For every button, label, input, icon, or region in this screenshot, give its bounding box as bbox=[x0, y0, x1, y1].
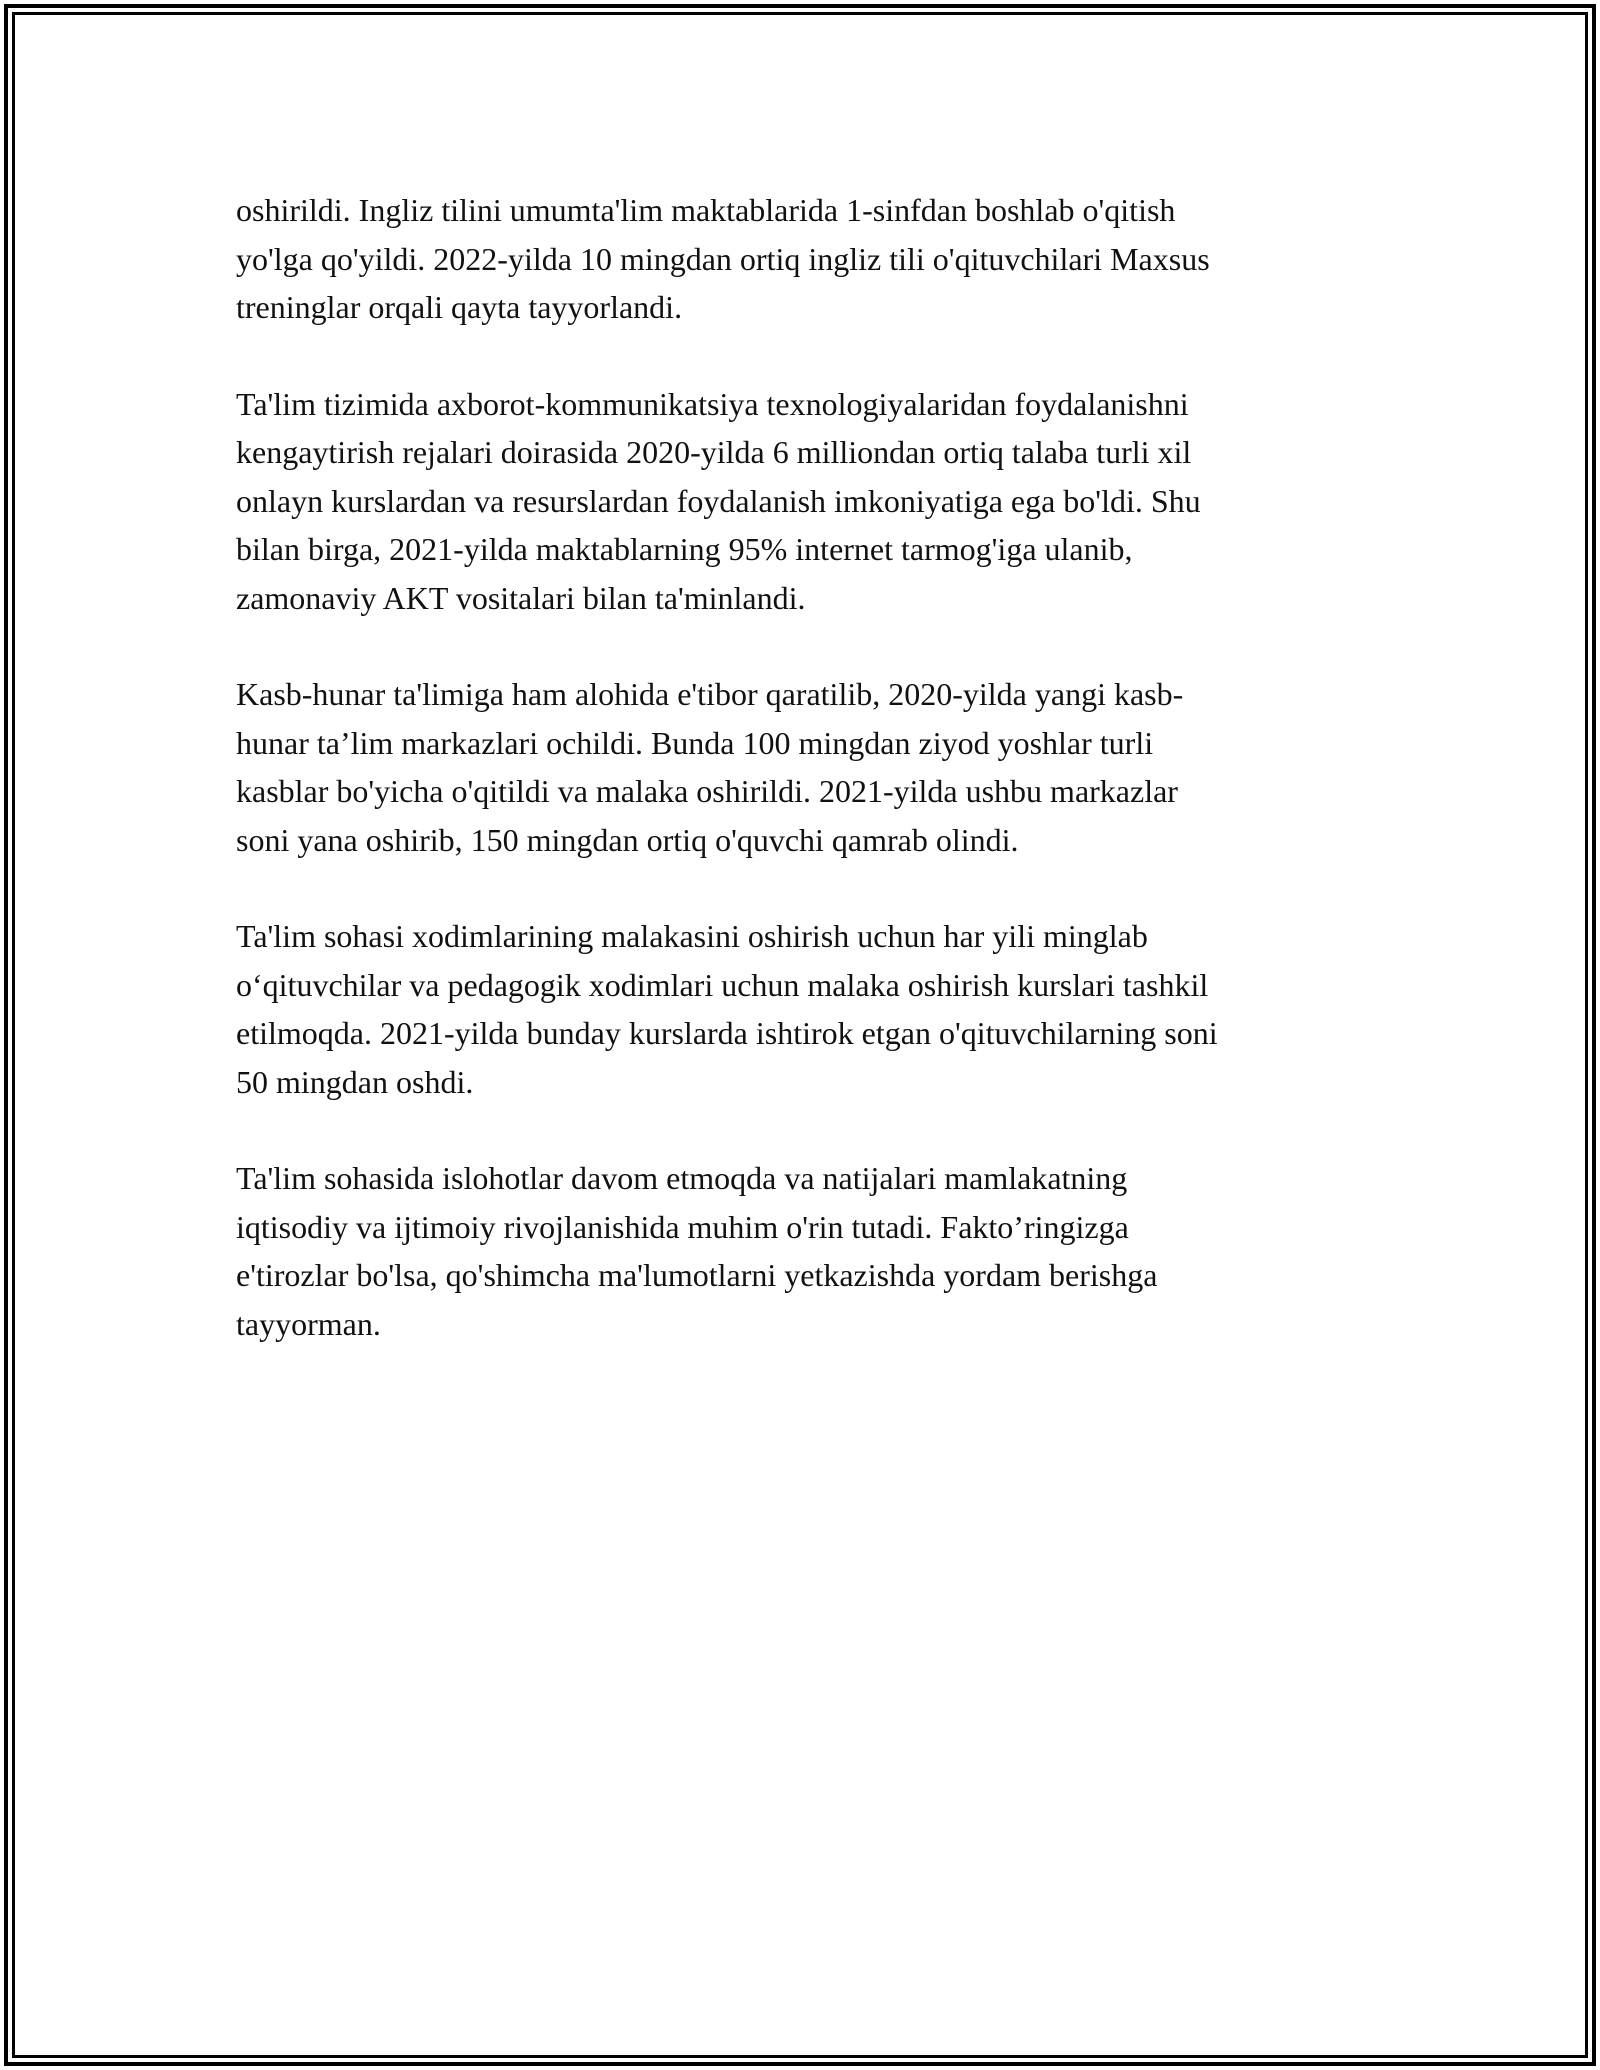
text-line: soni yana oshirib, 150 mingdan ortiq o'quvchi qamrab olindi. bbox=[236, 821, 1019, 858]
text-line: Ta'lim sohasi xodimlarining malakasini oshirish uchun har yili minglab bbox=[236, 918, 1148, 954]
text-line: o‘qituvchilar va pedagogik xodimlari uchun malaka oshirish kurslari tashkil bbox=[236, 966, 1209, 1003]
text-line: yo'lga qo'yildi. 2022-yilda 10 mingdan ortiq ingliz tili o'qituvchilari Maxsus bbox=[236, 240, 1210, 277]
paragraph-english-teaching bbox=[236, 186, 1366, 332]
text-line: 50 mingdan oshdi. bbox=[236, 1063, 474, 1100]
text-line: onlayn kurslardan va resurslardan foydalanish imkoniyatiga ega bo'ldi. Shu bbox=[236, 482, 1201, 519]
paragraph-conclusion bbox=[236, 1154, 1366, 1348]
text-line: iqtisodiy va ijtimoiy rivojlanishida muhim o'rin tutadi. Fakto’ringizga bbox=[236, 1208, 1129, 1245]
text-line: Ta'lim tizimida axborot-kommunikatsiya texnologiyalaridan foydalanishni bbox=[236, 385, 1189, 422]
text-line: Kasb-hunar ta'limiga ham alohida e'tibor qaratilib, 2020-yilda yangi kasb- bbox=[236, 676, 1184, 712]
document-body bbox=[236, 186, 1366, 1396]
paragraph-ict-education bbox=[236, 380, 1366, 623]
text-line: kasblar bo'yicha o'qitildi va malaka oshirildi. 2021-yilda ushbu markazlar bbox=[236, 773, 1178, 809]
text-line: bilan birga, 2021-yilda maktablarning 95% internet tarmog'iga ulanib, bbox=[236, 531, 1133, 567]
text-line: zamonaviy AKT vositalari bilan ta'minlandi. bbox=[236, 579, 806, 616]
text-line: tayyorman. bbox=[236, 1305, 381, 1342]
text-line: etilmoqda. 2021-yilda bunday kurslarda ishtirok etgan o'qituvchilarning soni bbox=[236, 1015, 1218, 1051]
paragraph-vocational-training bbox=[236, 670, 1366, 864]
paragraph-staff-qualification bbox=[236, 912, 1366, 1106]
text-line: kengaytirish rejalari doirasida 2020-yilda 6 milliondan ortiq talaba turli xil bbox=[236, 434, 1192, 470]
text-line: oshirildi. Ingliz tilini umumta'lim maktablarida 1-sinfdan boshlab o'qitish bbox=[236, 192, 1176, 228]
text-line: Ta'lim sohasida islohotlar davom etmoqda va natijalari mamlakatning bbox=[236, 1160, 1128, 1196]
text-line: treninglar orqali qayta tayyorlandi. bbox=[236, 289, 683, 325]
text-line: hunar ta’lim markazlari ochildi. Bunda 100 mingdan ziyod yoshlar turli bbox=[236, 724, 1154, 761]
text-line: e'tirozlar bo'lsa, qo'shimcha ma'lumotlarni yetkazishda yordam berishga bbox=[236, 1257, 1158, 1293]
